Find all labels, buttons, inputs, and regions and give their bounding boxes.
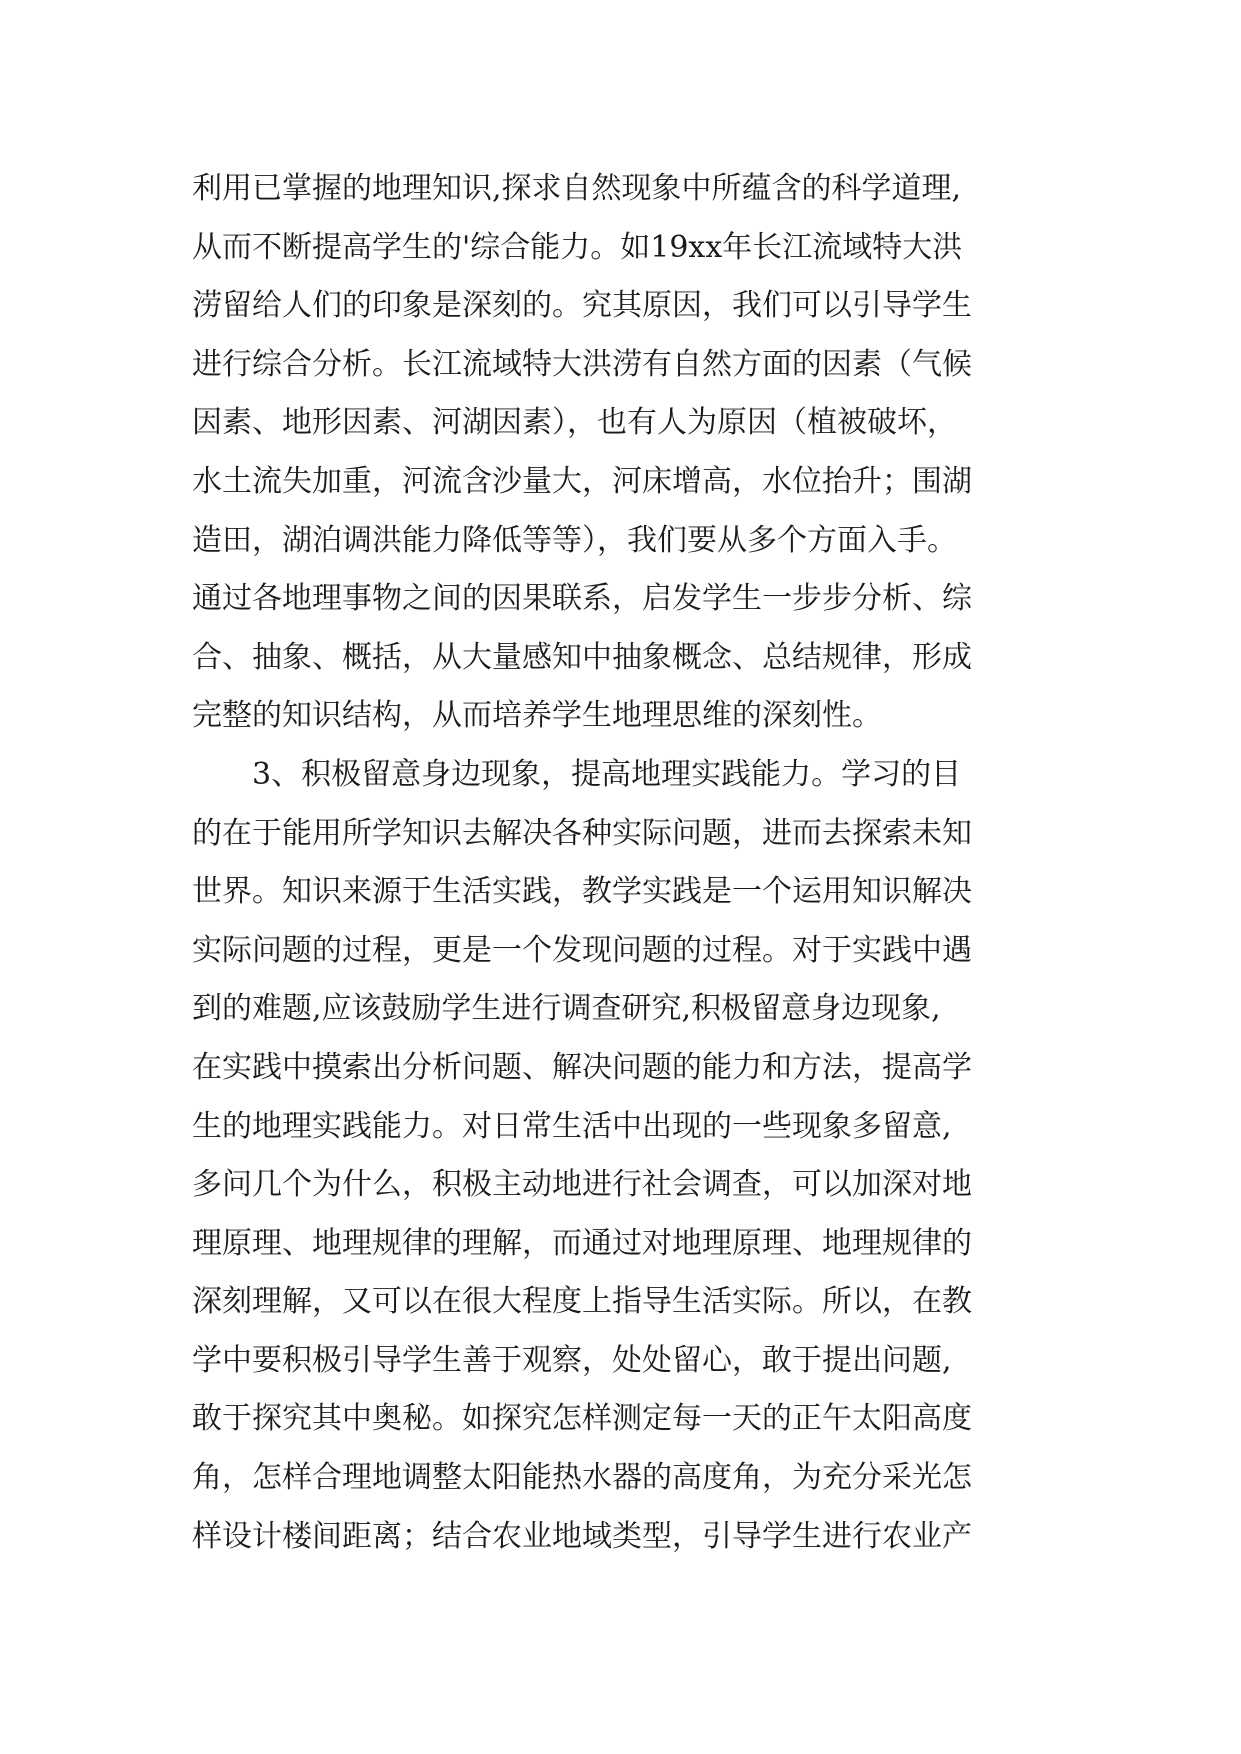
text-line: 理原理、地理规律的理解，而通过对地理原理、地理规律的 [192, 1225, 972, 1261]
text-line: 水土流失加重，河流含沙量大，河床增高，水位抬升；围湖 [192, 463, 972, 499]
text-line: 从而不断提高学生的'综合能力。如19xx年长江流域特大洪 [192, 229, 963, 265]
text-line: 通过各地理事物之间的因果联系，启发学生一步步分析、综 [192, 581, 972, 617]
text-line: 涝留给人们的印象是深刻的。究其原因，我们可以引导学生 [192, 288, 972, 324]
text-line: 的在于能用所学知识去解决各种实际问题，进而去探索未知 [192, 815, 972, 851]
text-line: 敢于探究其中奥秘。如探究怎样测定每一天的正午太阳高度 [192, 1401, 972, 1437]
text-line: 完整的知识结构，从而培养学生地理思维的深刻性。 [192, 698, 882, 734]
text-line: 多问几个为什么，积极主动地进行社会调查，可以加深对地 [192, 1167, 972, 1203]
text-line: 学中要积极引导学生善于观察，处处留心，敢于提出问题, [192, 1342, 952, 1378]
text-line: 造田，湖泊调洪能力降低等等），我们要从多个方面入手。 [192, 522, 957, 558]
text-line: 深刻理解，又可以在很大程度上指导生活实际。所以，在教 [192, 1284, 972, 1320]
text-line: 利用已掌握的地理知识,探求自然现象中所蕴含的科学道理, [192, 171, 962, 206]
text-line: 合、抽象、概括，从大量感知中抽象概念、总结规律，形成 [192, 639, 972, 675]
text-line: 到的难题,应该鼓励学生进行调查研究,积极留意身边现象, [192, 991, 941, 1027]
text-line: 在实践中摸索出分析问题、解决问题的能力和方法，提高学 [192, 1049, 972, 1085]
text-line: 生的地理实践能力。对日常生活中出现的一些现象多留意, [192, 1108, 952, 1144]
text-line: 世界。知识来源于生活实践，教学实践是一个运用知识解决 [192, 874, 972, 910]
text-line: 样设计楼间距离；结合农业地域类型，引导学生进行农业产 [192, 1518, 972, 1554]
text-line: 进行综合分析。长江流域特大洪涝有自然方面的因素（气候 [192, 346, 972, 382]
text-line: 实际问题的过程，更是一个发现问题的过程。对于实践中遇 [192, 932, 972, 968]
text-line: 因素、地形因素、河湖因素），也有人为原因（植被破坏， [192, 405, 957, 441]
section-heading-line: 3、积极留意身边现象，提高地理实践能力。学习的目 [252, 756, 962, 792]
text-line: 角，怎样合理地调整太阳能热水器的高度角，为充分采光怎 [192, 1460, 972, 1496]
body-text [192, 160, 1072, 1566]
